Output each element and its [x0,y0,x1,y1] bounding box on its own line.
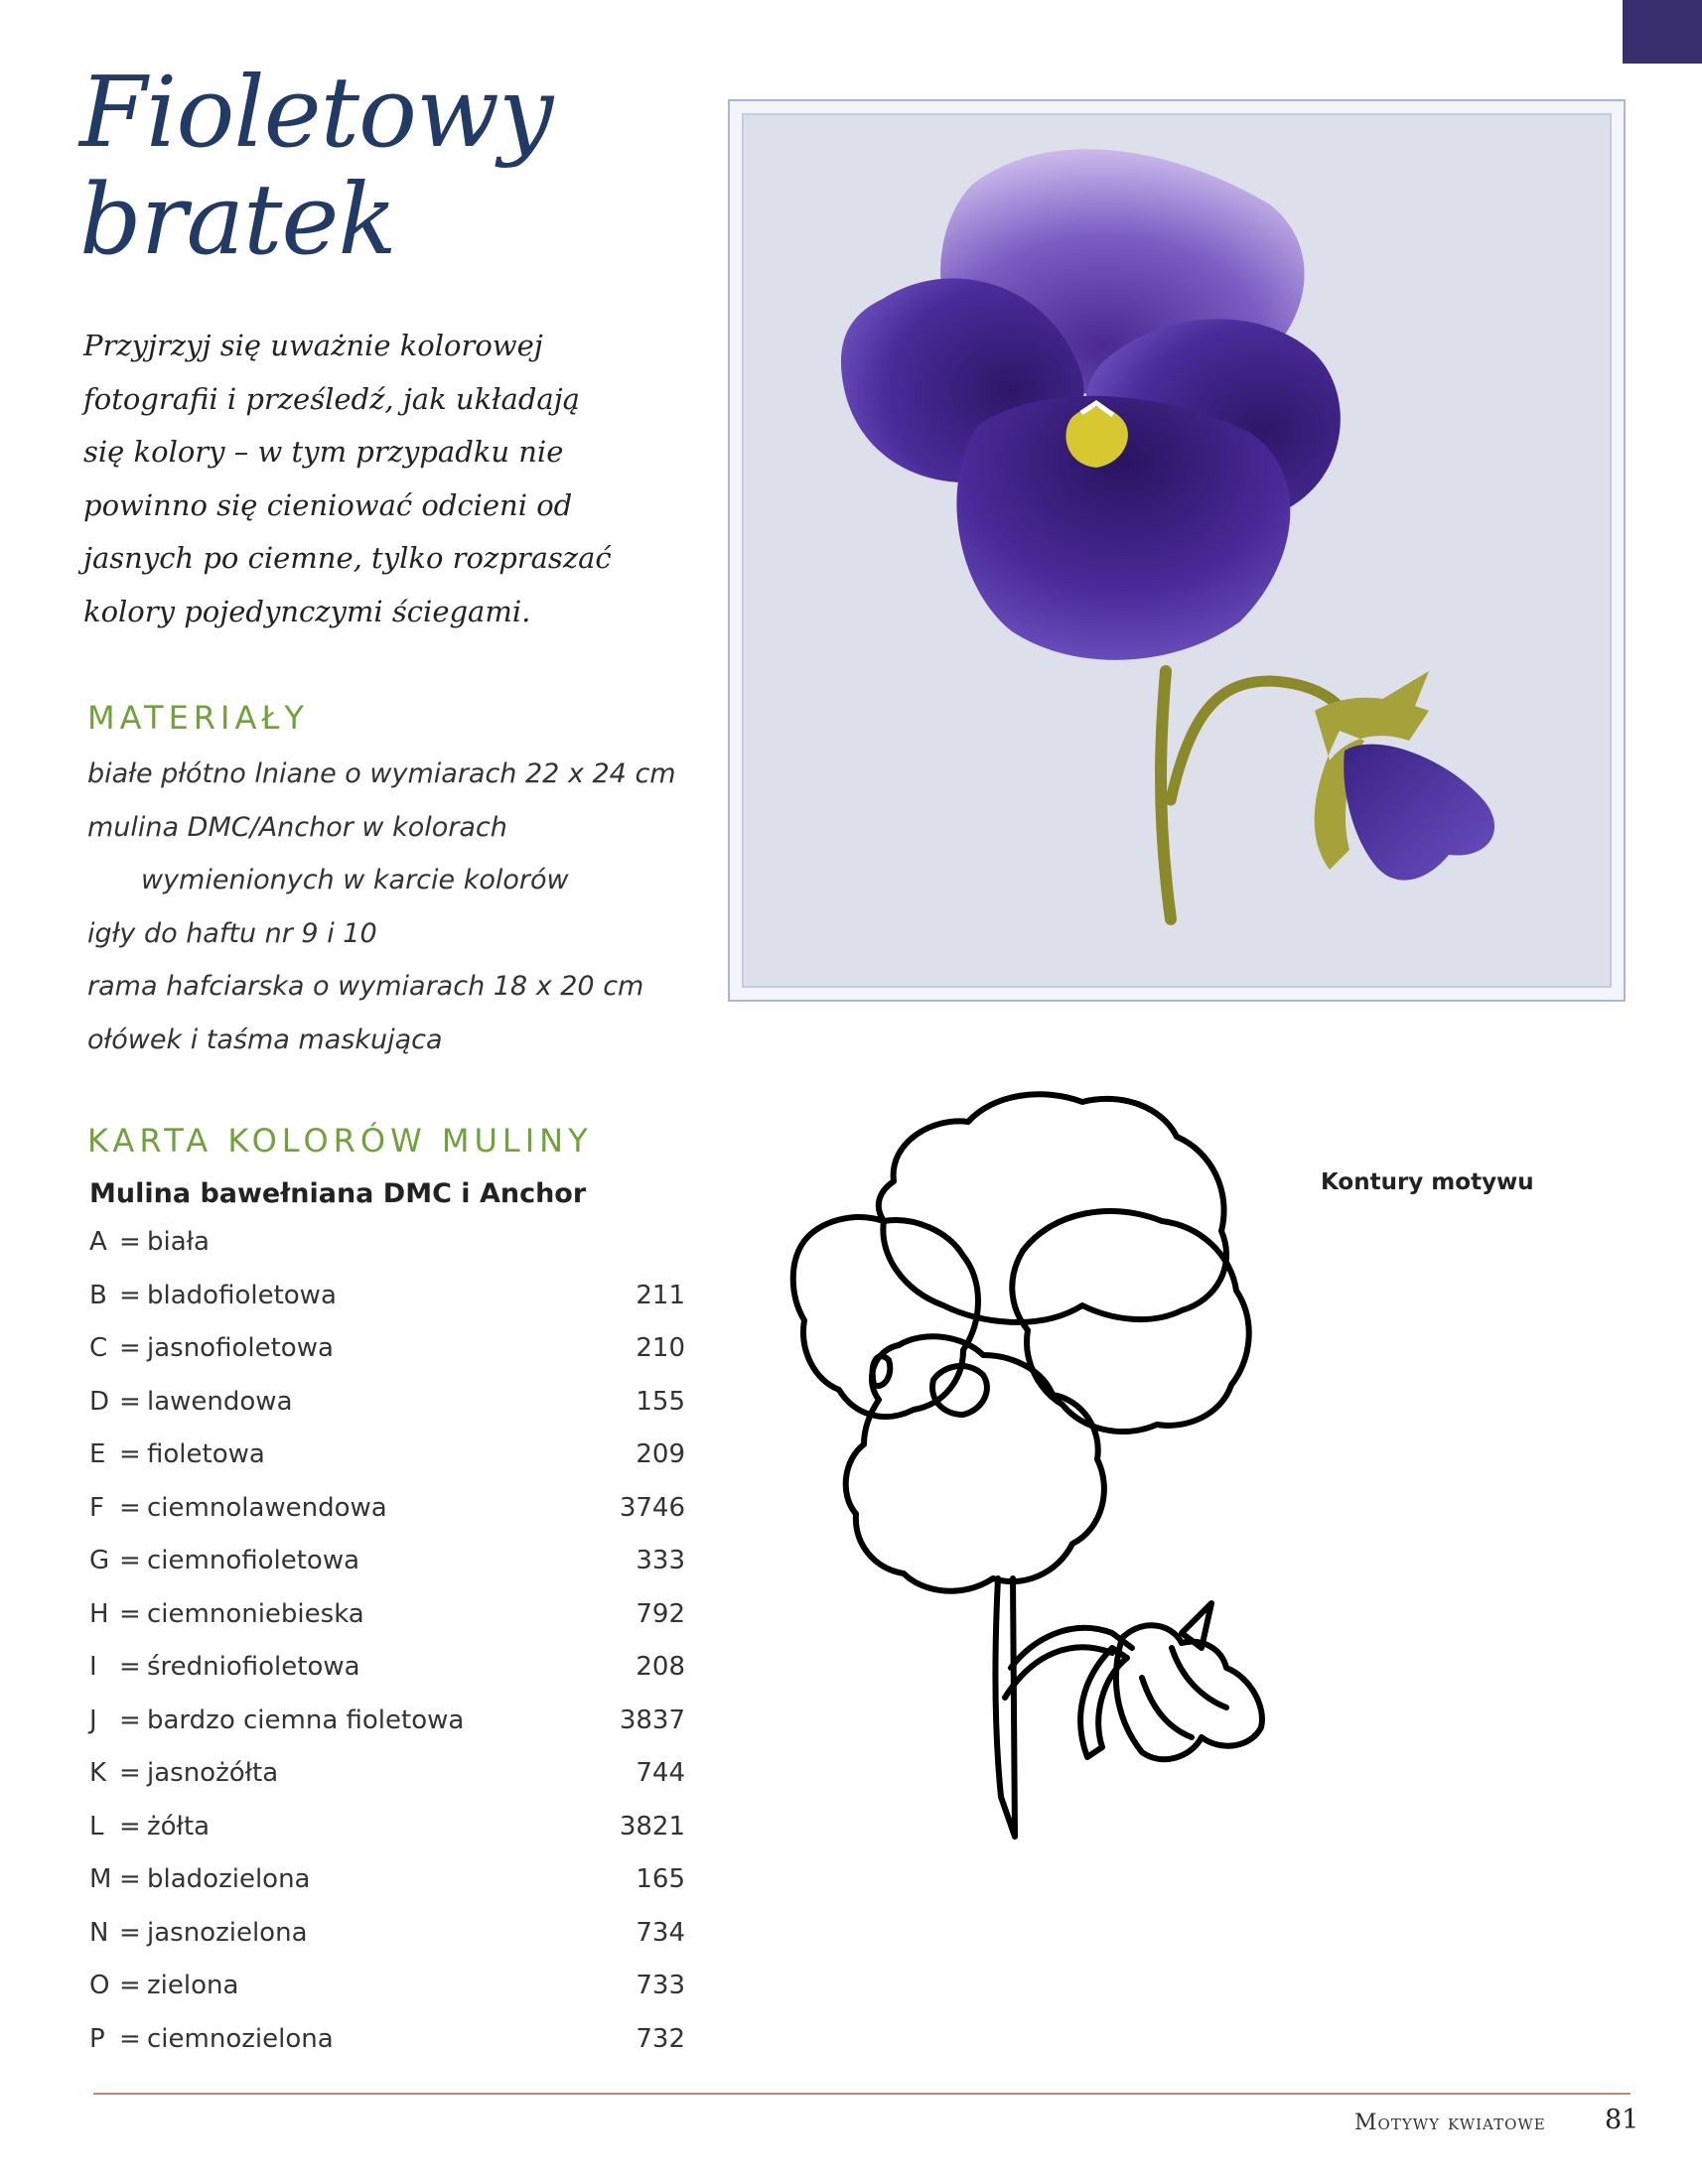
materials-item: wymienionych w karcie kolorów [141,865,569,895]
materials-item: białe płótno lniane o wymiarach 22 x 24 cm [87,758,676,789]
color-row [89,1758,685,1812]
color-equals: = [119,1971,141,2000]
outline-caption: Kontury motywu [1321,1169,1534,1195]
color-name: żółta [147,1811,211,1842]
color-row [89,1971,685,2024]
color-name: jasnozielona [147,1917,308,1948]
outline-main-stem [995,1578,1015,1837]
color-code: P [89,2023,105,2054]
color-row [89,1439,685,1493]
color-code: K [89,1758,107,1788]
color-name: ciemnoniebieska [147,1598,364,1629]
intro-line: kolory pojedynczymi ściegami. [83,594,531,628]
color-name: biała [147,1227,210,1257]
color-name: średniofioletowa [147,1652,360,1682]
color-equals: = [119,1439,141,1469]
outline-top-petal [879,1094,1226,1322]
color-row [89,1387,685,1440]
color-row [89,1599,685,1653]
color-equals: = [119,1598,141,1629]
color-equals: = [119,1811,141,1842]
color-name: bardzo ciemna fioletowa [147,1705,465,1735]
color-name: lawendowa [147,1386,293,1417]
materials-list [87,748,676,1066]
color-row [89,1227,685,1281]
outline-bud [1116,1625,1262,1759]
color-chart-table [89,1227,685,2077]
color-row [89,1652,685,1706]
intro-line: powinno się cieniować odcieni od [83,487,573,522]
materials-item: rama hafciarska o wymiarach 18 x 20 cm [87,971,644,1002]
intro-line: jasnych po ciemne, tylko rozpraszać [83,541,612,575]
color-code: E [89,1439,106,1469]
color-row [89,1706,685,1759]
intro-paragraph [83,320,699,638]
color-number: 3821 [619,1811,685,1842]
color-equals: = [119,1227,141,1257]
color-number: 333 [636,1546,685,1575]
color-code: F [89,1492,104,1523]
corner-color-tab [1623,0,1702,64]
intro-line: się kolory – w tym przypadku nie [83,435,564,469]
intro-line: Przyjrzyj się uważnie kolorowej [83,329,543,362]
color-number: 734 [636,1917,685,1948]
color-number: 208 [636,1652,685,1682]
color-number: 732 [636,2023,685,2054]
color-name: bladofioletowa [147,1280,337,1310]
motif-outline-drawing [784,1082,1460,1916]
color-row [89,1333,685,1387]
materials-item: igły do haftu nr 9 i 10 [87,917,377,949]
color-equals: = [119,1652,141,1682]
color-number: 165 [636,1864,685,1894]
color-code: O [89,1971,110,2000]
page-number: 81 [1605,2105,1639,2135]
color-code: I [89,1652,97,1682]
color-row [89,1493,685,1547]
intro-line: fotografii i prześledź, jak układają [83,381,580,416]
color-code: L [89,1811,104,1842]
pansy-embroidery-illustration [744,115,1612,988]
photo-fabric [742,113,1612,988]
color-number: 744 [636,1758,685,1788]
embroidery-photo [728,99,1626,1002]
outline-bud-stem [1005,1628,1132,1698]
color-name: fioletowa [147,1439,265,1469]
color-number: 210 [636,1333,685,1363]
color-name: zielona [147,1971,239,2000]
color-name: jasnożółta [147,1758,279,1788]
color-number: 792 [636,1598,685,1629]
color-code: N [89,1917,109,1948]
color-name: ciemnozielona [147,2023,334,2054]
color-code: B [89,1280,107,1310]
color-name: ciemnolawendowa [147,1492,387,1523]
color-number: 209 [636,1439,685,1469]
outline-bottom-petal [846,1336,1104,1590]
color-code: G [89,1546,110,1575]
color-equals: = [119,1705,141,1735]
color-equals: = [119,1386,141,1417]
color-chart-heading: KARTA KOLORÓW MULINY [87,1122,593,1160]
color-code: H [89,1598,109,1629]
color-code: D [89,1386,110,1417]
color-number: 3746 [619,1492,685,1523]
color-equals: = [119,1758,141,1788]
color-chart-subtitle: Mulina bawełniana DMC i Anchor [89,1178,587,1209]
color-equals: = [119,1333,141,1363]
color-code: C [89,1333,108,1363]
title-line-2: bratek [79,164,396,277]
title-line-1: Fioletowy [79,57,553,170]
color-row [89,1918,685,1972]
color-equals: = [119,2023,141,2054]
color-equals: = [119,1492,141,1523]
color-row [89,1864,685,1918]
color-row [89,1812,685,1865]
color-row [89,1281,685,1334]
color-name: jasnofioletowa [147,1333,334,1363]
color-code: M [89,1864,112,1894]
color-equals: = [119,1864,141,1894]
color-number: 211 [636,1280,685,1310]
color-name: bladozielona [147,1864,311,1894]
materials-item: mulina DMC/Anchor w kolorach [87,811,507,843]
color-number: 155 [636,1386,685,1417]
color-code: J [89,1705,97,1735]
page-title [79,57,553,277]
materials-heading: MATERIAŁY [87,699,309,737]
color-code: A [89,1227,107,1257]
footer-section-title: Motywy kwiatowe [1354,2111,1546,2135]
color-name: ciemnofioletowa [147,1546,360,1575]
color-number: 3837 [619,1705,685,1735]
color-row [89,2024,685,2078]
pansy-bud [1344,745,1494,881]
color-row [89,1546,685,1599]
color-equals: = [119,1546,141,1575]
color-number: 733 [636,1971,685,2000]
color-equals: = [119,1917,141,1948]
materials-item: ołówek i taśma maskująca [87,1024,443,1055]
color-equals: = [119,1280,141,1310]
footer-divider [93,2093,1631,2095]
